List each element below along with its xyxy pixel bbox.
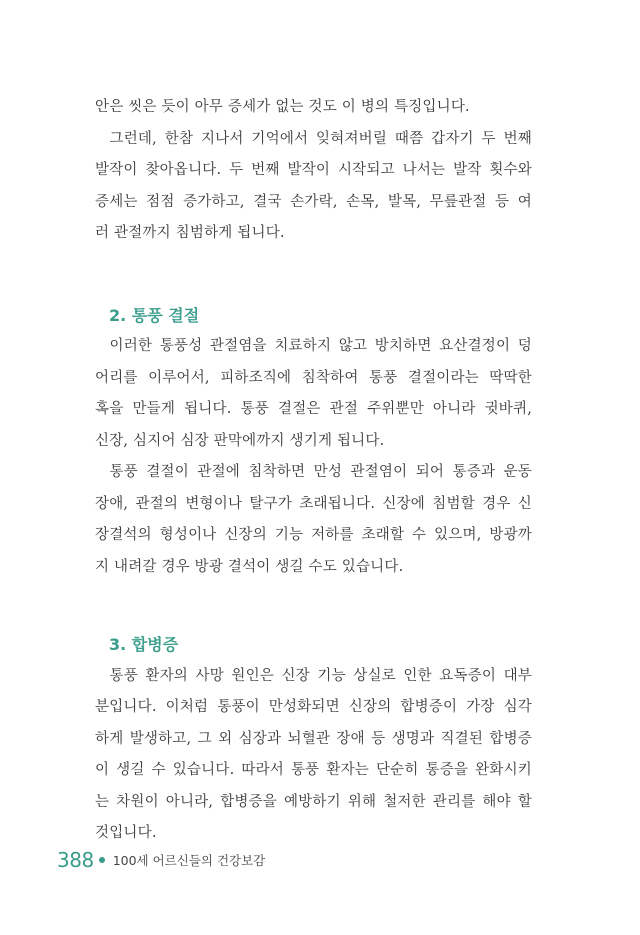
body-line: 하게 발생하고, 그 외 심장과 뇌혈관 장애 등 생명과 직결된 합병증: [95, 730, 532, 747]
body-line: 지 내려갈 경우 방광 결석이 생길 수도 있습니다.: [95, 558, 404, 575]
body-line: 러 관절까지 침범하게 됩니다.: [95, 225, 285, 241]
body-line: 장애, 관절의 변형이나 탈구가 초래됩니다. 신장에 침범할 경우 신: [95, 495, 532, 512]
section-heading: 3. 합병증: [109, 635, 179, 654]
body-line: 통풍 환자의 사망 원인은 신장 기능 상실로 인한 요독증이 대부: [109, 667, 532, 684]
section-heading: 2. 통풍 결절: [109, 305, 200, 325]
page-footer: [57, 848, 265, 872]
page-number: 388: [57, 848, 94, 872]
body-line: 어리를 이루어서, 피하조직에 침착하여 통풍 결절이라는 딱딱한: [95, 369, 532, 386]
intro-block: [95, 92, 532, 250]
body-line: 이러한 통풍성 관절염을 치료하지 않고 방치하면 요산결정이 덩: [109, 338, 532, 354]
body-line: 안은 씻은 듯이 아무 증세가 없는 것도 이 병의 특징입니다.: [95, 99, 470, 115]
running-title: 100세 어르신들의 건강보감: [112, 853, 266, 868]
section-2: [95, 300, 532, 584]
body-line: 분입니다. 이처럼 통풍이 만성화되면 신장의 합병증이 가장 심각: [95, 699, 532, 715]
body-line: 것입니다.: [95, 825, 157, 841]
body-line: 장결석의 형성이나 신장의 기능 저하를 초래할 수 있으며, 방광까: [95, 527, 532, 543]
body-line: 통풍 결절이 관절에 침착하면 만성 관절염이 되어 통증과 운동: [109, 464, 532, 480]
body-line: 이 생길 수 있습니다. 따라서 통풍 환자는 단순히 통증을 완화시키: [95, 762, 532, 778]
body-line: 증세는 점점 증가하고, 결국 손가락, 손목, 발목, 무릎관절 등 여: [95, 193, 532, 210]
body-line: 신장, 심지어 심장 판막에까지 생기게 됩니다.: [95, 432, 385, 449]
body-line: 는 차원이 아니라, 합병증을 예방하기 위해 철저한 관리를 해야 할: [95, 793, 532, 810]
body-line: 발작이 찾아옵니다. 두 번째 발작이 시작되고 나서는 발작 횟수와: [95, 162, 532, 178]
bullet-dot-icon: [99, 857, 105, 863]
page-body: [95, 92, 532, 850]
body-line: 혹을 만들게 됩니다. 통풍 결절은 관절 주위뿐만 아니라 귓바퀴,: [95, 401, 532, 417]
body-line: 그런데, 한참 지나서 기억에서 잊혀져버릴 때쯤 갑자기 두 번째: [109, 130, 532, 147]
section-3: [95, 629, 532, 850]
